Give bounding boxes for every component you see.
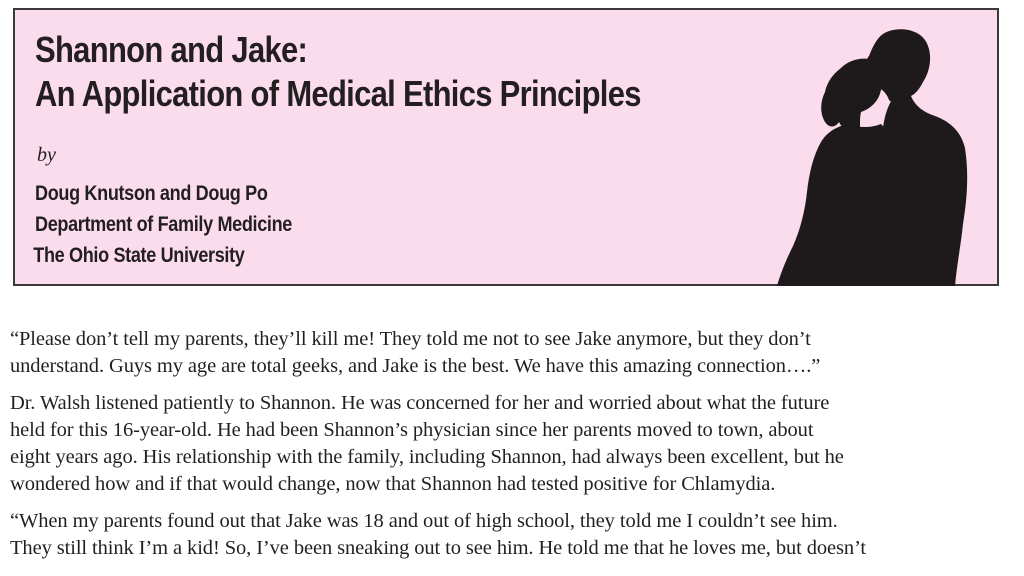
paragraph-line: Dr. Walsh listened patiently to Shannon. He was concerned for her and worried about what the future bbox=[10, 392, 830, 414]
paragraph-line: understand. Guys my age are total geeks, and Jake is the best. We have this amazing connection….” bbox=[10, 355, 821, 377]
couple-silhouette-icon bbox=[755, 24, 975, 286]
paragraph-3 bbox=[10, 508, 1010, 562]
paragraph-line: They still think I’m a kid! So, I’ve been sneaking out to see him. He told me that he loves me, but doesn’t bbox=[10, 537, 867, 559]
article-title bbox=[35, 28, 641, 116]
title-line-2: An Application of Medical Ethics Principles bbox=[35, 73, 641, 114]
author-institution: The Ohio State University bbox=[33, 244, 245, 267]
author-department: Department of Family Medicine bbox=[35, 213, 292, 236]
paragraph-2 bbox=[10, 390, 1010, 498]
paragraph-line: wondered how and if that would change, now that Shannon had tested positive for Chlamydia. bbox=[10, 473, 776, 495]
byline-by: by bbox=[37, 144, 56, 166]
paragraph-line: “Please don’t tell my parents, they’ll kill me! They told me not to see Jake anymore, but they don’t bbox=[10, 328, 811, 350]
title-banner bbox=[13, 8, 999, 286]
paragraph-line: eight years ago. His relationship with the family, including Shannon, had always been excellent, but he bbox=[10, 446, 844, 468]
title-line-1: Shannon and Jake: bbox=[35, 29, 308, 70]
author-names: Doug Knutson and Doug Po bbox=[35, 182, 268, 205]
paragraph-1 bbox=[10, 326, 1010, 380]
article-body bbox=[10, 326, 1010, 572]
author-block bbox=[35, 178, 292, 271]
paragraph-line: “When my parents found out that Jake was 18 and out of high school, they told me I couldn’t see him. bbox=[10, 510, 838, 532]
paragraph-line: held for this 16-year-old. He had been Shannon’s physician since her parents moved to town, about bbox=[10, 419, 814, 441]
